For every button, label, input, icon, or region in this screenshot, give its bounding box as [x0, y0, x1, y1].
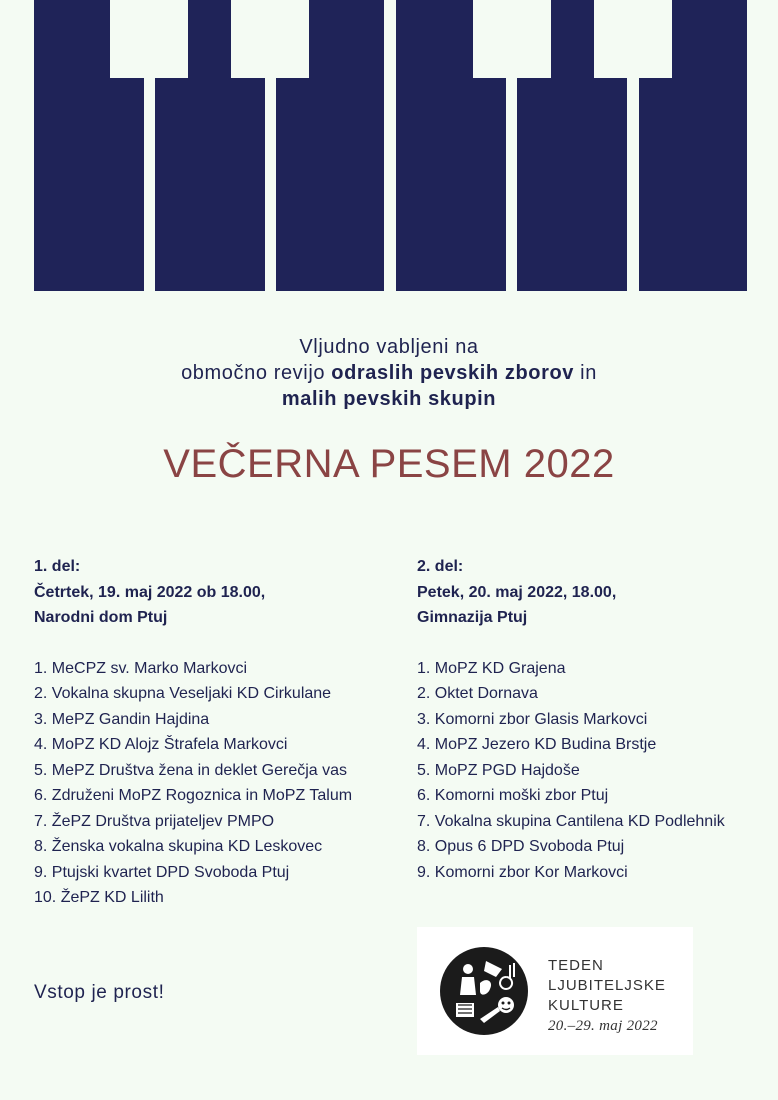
program-part-1 [34, 554, 404, 911]
free-entry-note: Vstop je prost! [34, 982, 165, 1003]
list-item: 2. Oktet Dornava [417, 685, 538, 702]
part-1-venue: Narodni dom Ptuj [34, 609, 168, 626]
logo-line-2: LJUBITELJSKE [548, 977, 666, 994]
list-item: 8. Ženska vokalna skupina KD Leskovec [34, 838, 323, 855]
piano-black-key [231, 0, 309, 78]
list-item: 3. MePZ Gandin Hajdina [34, 710, 210, 728]
part-2-venue: Gimnazija Ptuj [417, 609, 528, 626]
invitation-groups-emphasis: malih pevskih skupin [281, 388, 497, 410]
invitation-text [0, 334, 778, 412]
piano-keys-graphic [0, 0, 778, 292]
culture-week-logo [417, 927, 693, 1055]
part-1-performer-list [34, 656, 404, 911]
part-1-label: 1. del: [34, 558, 81, 575]
invitation-line-2-start: območno revijo [181, 362, 332, 384]
list-item: 1. MoPZ KD Grajena [417, 659, 566, 677]
logo-dates: 20.–29. maj 2022 [548, 1018, 658, 1034]
piano-black-key [594, 0, 672, 78]
invitation-line-1: Vljudno vabljeni na [299, 336, 479, 358]
part-1-date: Četrtek, 19. maj 2022 ob 18.00, [34, 583, 266, 601]
part-2-date: Petek, 20. maj 2022, 18.00, [417, 583, 617, 601]
list-item: 2. Vokalna skupna Veseljaki KD Cirkulane [34, 685, 332, 702]
invitation-line-3 [0, 386, 778, 412]
program-part-2 [417, 554, 757, 885]
list-item: 5. MoPZ PGD Hajdoše [417, 761, 580, 779]
list-item: 7. ŽePZ Društva prijateljev PMPO [34, 812, 275, 830]
invitation-line-2 [0, 360, 778, 386]
part-2-performer-list [417, 656, 757, 886]
list-item: 9. Ptujski kvartet DPD Svoboda Ptuj [34, 863, 290, 881]
culture-emblem-icon [440, 947, 528, 1035]
piano-black-key [110, 0, 188, 78]
logo-text [548, 956, 666, 1036]
list-item: 6. Komorni moški zbor Ptuj [417, 787, 609, 804]
part-2-label: 2. del: [417, 558, 464, 575]
list-item: 7. Vokalna skupina Cantilena KD Podlehnik [417, 812, 725, 830]
event-title: VEČERNA PESEM 2022 [163, 442, 615, 486]
list-item: 1. MeCPZ sv. Marko Markovci [34, 659, 248, 677]
piano-black-key [473, 0, 551, 78]
list-item: 4. MoPZ Jezero KD Budina Brstje [417, 736, 657, 753]
invitation-choirs-emphasis: odraslih pevskih zborov [331, 362, 574, 384]
logo-line-1: TEDEN [548, 957, 604, 974]
list-item: 3. Komorni zbor Glasis Markovci [417, 710, 648, 728]
list-item: 6. Združeni MoPZ Rogoznica in MoPZ Talum [34, 787, 353, 804]
list-item: 10. ŽePZ KD Lilith [34, 889, 164, 906]
logo-line-3: KULTURE [548, 997, 624, 1014]
list-item: 9. Komorni zbor Kor Markovci [417, 863, 628, 881]
invitation-line-2-end: in [574, 362, 597, 384]
list-item: 8. Opus 6 DPD Svoboda Ptuj [417, 838, 625, 855]
list-item: 5. MePZ Društva žena in deklet Gerečja vas [34, 761, 348, 779]
list-item: 4. MoPZ KD Alojz Štrafela Markovci [34, 736, 288, 753]
